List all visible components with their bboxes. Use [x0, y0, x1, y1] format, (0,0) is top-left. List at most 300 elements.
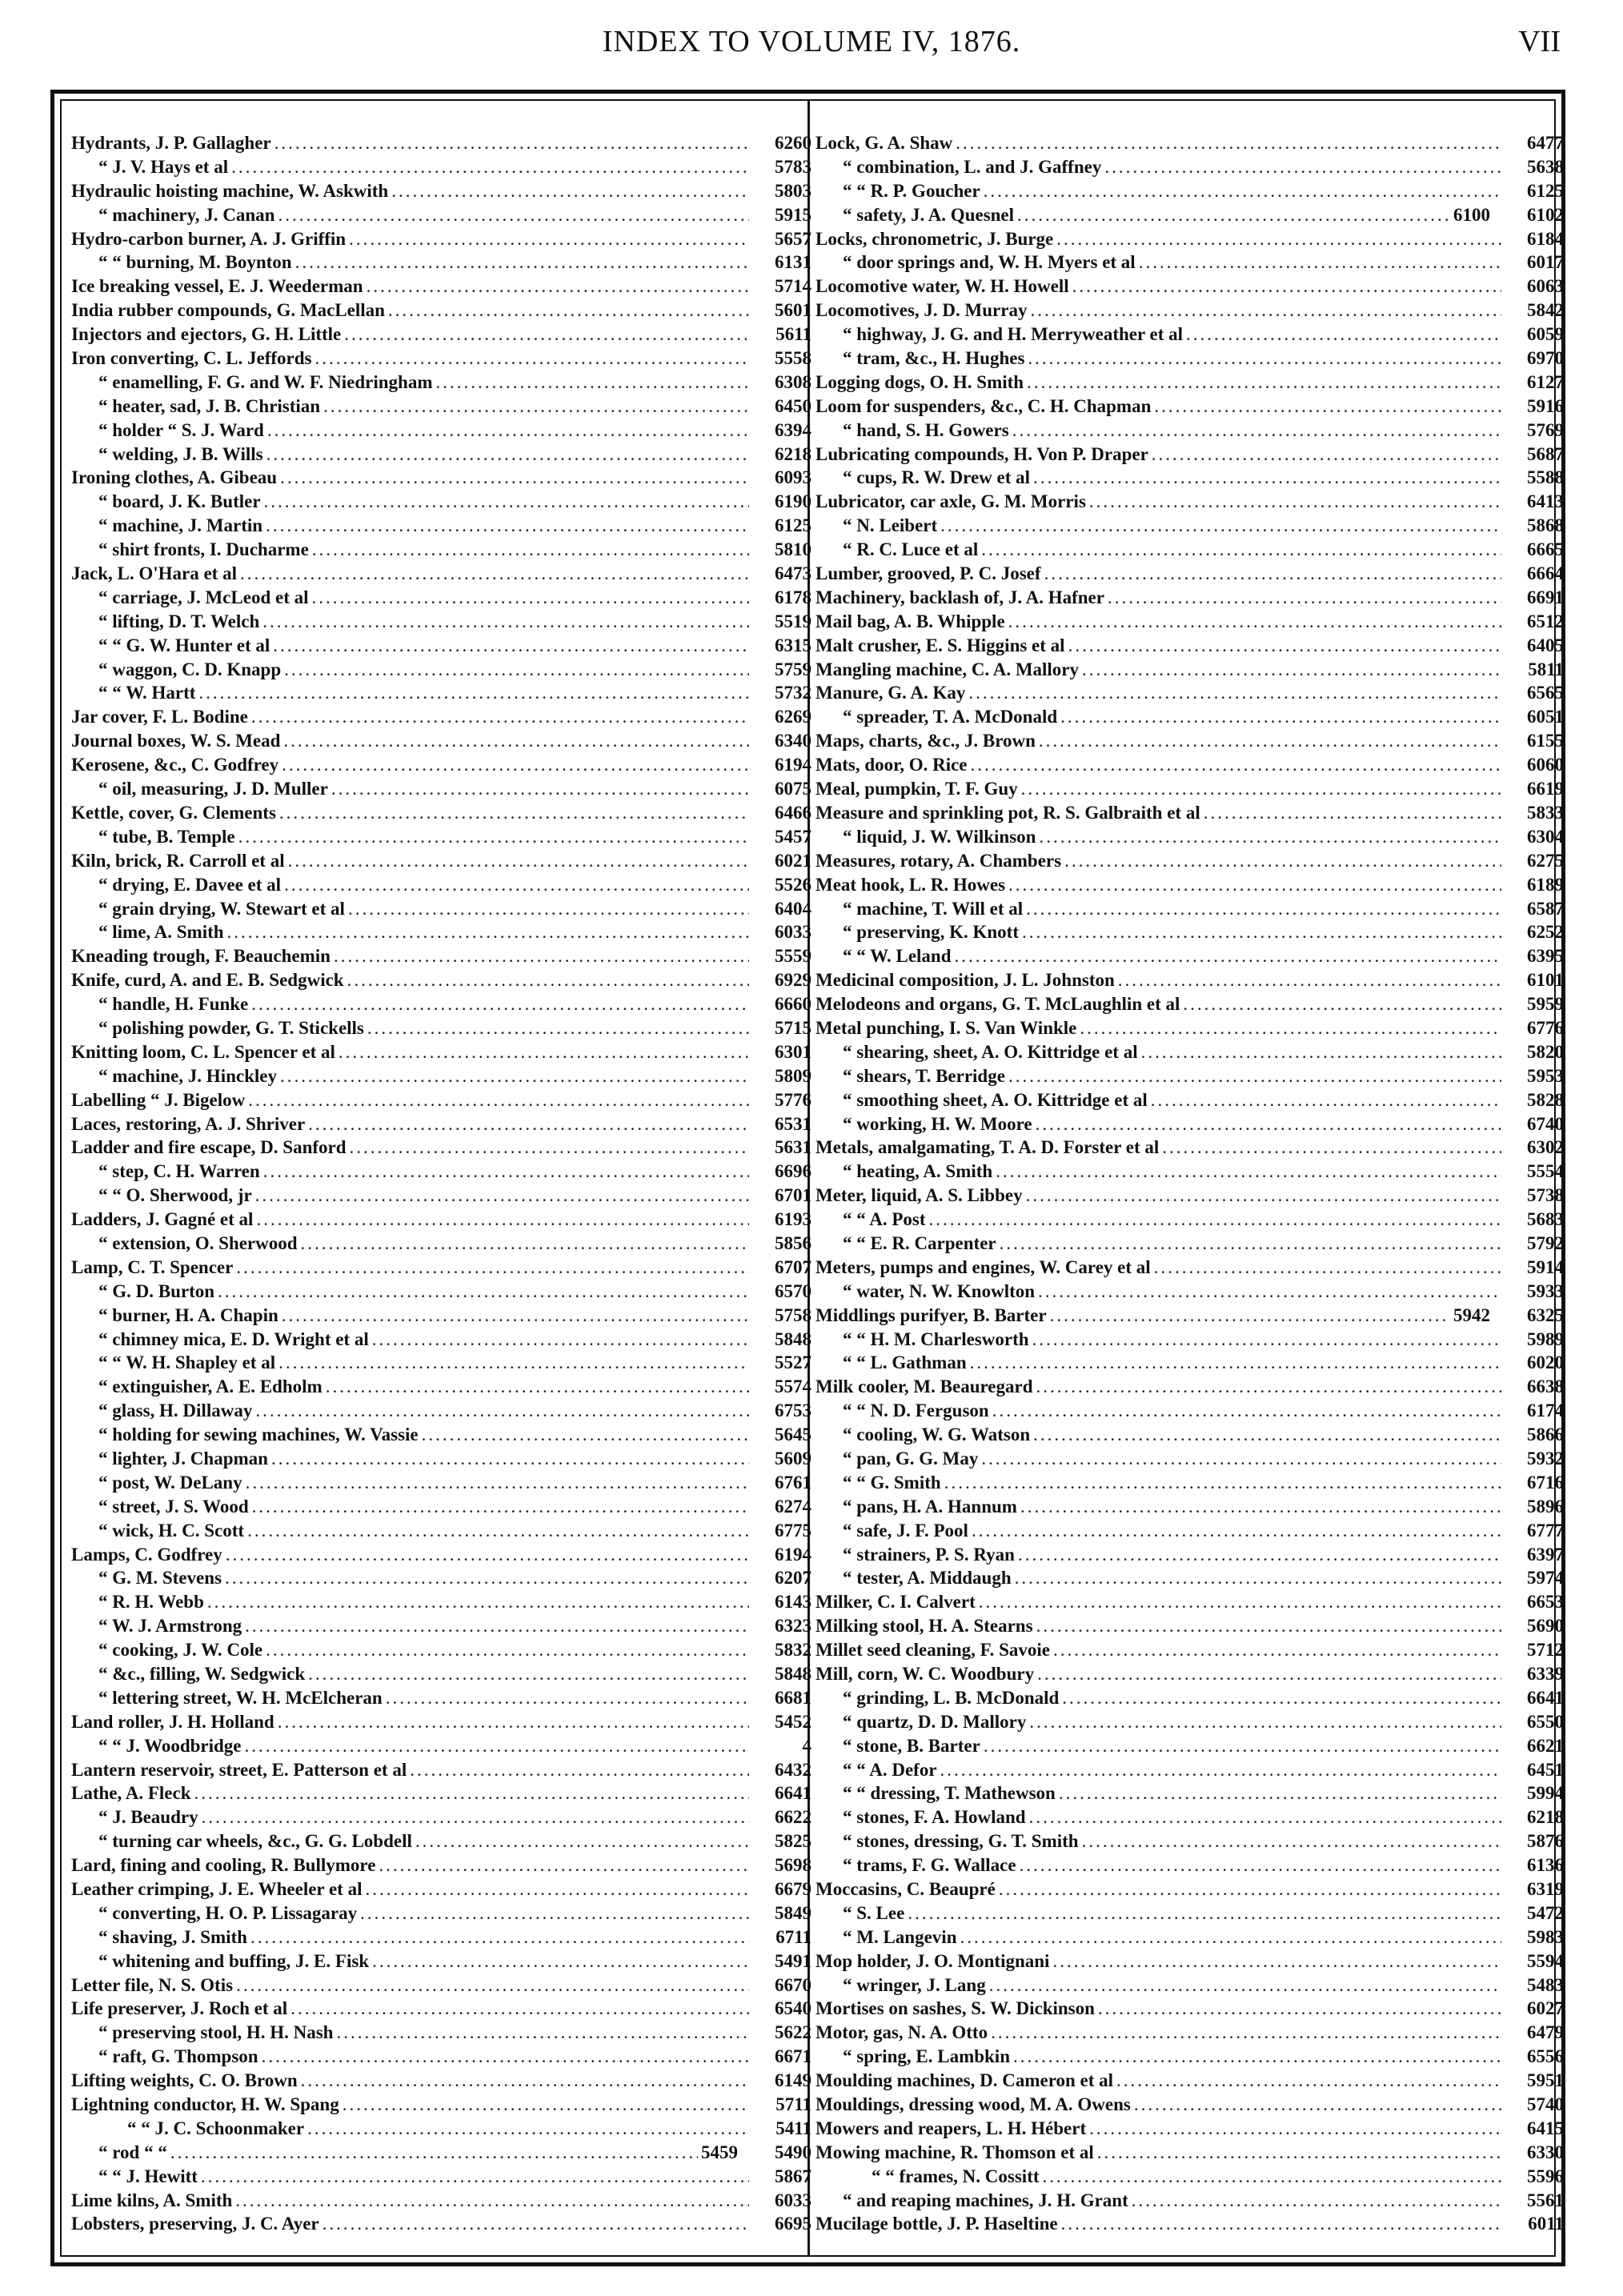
dot-leader [263, 1160, 749, 1184]
entry-number: 6260 [775, 133, 812, 153]
index-entry [71, 538, 812, 562]
index-entry [71, 1877, 812, 1901]
index-frame-inner [60, 99, 1564, 2257]
dot-leader [1044, 562, 1501, 586]
entry-number: 6701 [775, 1185, 812, 1206]
index-entry [71, 1256, 812, 1280]
entry-text: Kneading trough, F. Beauchemin [71, 946, 331, 967]
index-entry [816, 1997, 1564, 2021]
entry-number: 6479 [1527, 2022, 1564, 2043]
dot-leader [955, 944, 1502, 968]
entry-number: 5856 [775, 1232, 812, 1253]
dot-leader [295, 250, 749, 274]
index-entry [816, 1112, 1564, 1136]
index-entry [816, 203, 1564, 227]
entry-text: “ shaving, J. Smith [98, 1926, 247, 1947]
index-entry [71, 179, 812, 203]
dot-leader [308, 1662, 749, 1686]
index-entry [816, 1423, 1564, 1447]
index-entry [816, 1805, 1564, 1829]
dot-leader [247, 1519, 749, 1543]
index-entry [816, 1160, 1564, 1184]
index-entry [71, 1566, 812, 1590]
entry-number: 6450 [775, 395, 812, 416]
entry-text: Mats, door, O. Rice [816, 755, 968, 775]
entry-number: 5519 [775, 611, 812, 631]
dot-leader [1062, 1686, 1501, 1710]
entry-number: 5698 [775, 1855, 812, 1876]
entry-text: “ cups, R. W. Drew et al [843, 467, 1031, 488]
entry-number: 6101 [1527, 970, 1564, 991]
entry-number: 6330 [1527, 2142, 1564, 2162]
dot-leader [1098, 1997, 1501, 2021]
entry-text: Lubricator, car axle, G. M. Morris [816, 491, 1086, 512]
dot-leader [1132, 2189, 1501, 2213]
entry-text: Lantern reservoir, street, E. Patterson et al [71, 1759, 407, 1780]
dot-leader [344, 323, 749, 347]
index-entry [71, 490, 812, 514]
index-entry [816, 299, 1564, 323]
entry-text: “ “ N. D. Ferguson [843, 1400, 989, 1421]
index-entry [71, 1208, 812, 1232]
entry-text: Logging dogs, O. H. Smith [816, 371, 1024, 392]
dot-leader [1000, 1232, 1501, 1256]
entry-number: 5611 [775, 324, 812, 345]
entry-number: 6619 [1527, 779, 1564, 799]
dot-leader [323, 395, 749, 419]
entry-number: 6021 [775, 850, 812, 871]
entry-number: 6664 [1527, 563, 1564, 584]
index-entry [816, 920, 1564, 944]
entry-text: Lard, fining and cooling, R. Bullymore [71, 1855, 376, 1876]
dot-leader [343, 2093, 749, 2117]
dot-leader [1154, 1256, 1501, 1280]
dot-leader [339, 1040, 749, 1064]
entry-text: “ safe, J. F. Pool [843, 1520, 968, 1541]
dot-leader [283, 729, 749, 753]
entry-number: 6184 [1527, 228, 1564, 249]
dot-leader [256, 1208, 749, 1232]
entry-text: Middlings purifyer, B. Barter [816, 1304, 1047, 1325]
index-entry [71, 2117, 812, 2141]
index-entry [816, 801, 1564, 825]
dot-leader [248, 1088, 749, 1112]
index-entry [71, 2021, 812, 2045]
index-entry [816, 1925, 1564, 1949]
index-entry [816, 1566, 1564, 1590]
entry-number: 6308 [775, 371, 812, 392]
index-entry [71, 968, 812, 992]
running-head [0, 24, 1623, 72]
index-entry [816, 1758, 1564, 1782]
dot-leader [331, 777, 749, 801]
entry-text: “ whitening and buffing, J. E. Fisk [98, 1950, 370, 1971]
entry-number: 5833 [1527, 802, 1564, 823]
entry-number: 6190 [775, 491, 812, 512]
dot-leader [170, 2141, 698, 2165]
index-entry [816, 155, 1564, 179]
entry-text: “ lighter, J. Chapman [98, 1448, 268, 1469]
entry-number: 5848 [775, 1664, 812, 1684]
index-entry [71, 1351, 812, 1375]
entry-text: “ G. D. Burton [98, 1280, 215, 1301]
entry-text: Mortises on sashes, S. W. Dickinson [816, 1998, 1095, 2019]
dot-leader [1043, 2165, 1501, 2189]
dot-leader [278, 203, 749, 227]
index-entry [71, 1064, 812, 1088]
dot-leader [1008, 1064, 1501, 1088]
entry-text: Moulding machines, D. Cameron et al [816, 2070, 1114, 2091]
entry-text: “ extinguisher, A. E. Edholm [98, 1376, 323, 1397]
entry-number: 5842 [1527, 300, 1564, 321]
dot-leader [1032, 1328, 1501, 1352]
entry-number: 6063 [1527, 276, 1564, 297]
entry-number: 6193 [775, 1209, 812, 1230]
dot-leader [280, 1064, 749, 1088]
dot-leader [1020, 1495, 1501, 1519]
entry-text: “ grinding, L. B. McDonald [843, 1687, 1060, 1708]
entry-text: “ handle, H. Funke [98, 994, 249, 1015]
entry-text: Hydrants, J. P. Gallagher [71, 133, 271, 153]
entry-text: “ “ burning, M. Boynton [98, 252, 292, 273]
entry-text: “ carriage, J. McLeod et al [98, 587, 309, 607]
index-entry [71, 1016, 812, 1040]
index-entry [816, 562, 1564, 586]
entry-number: 5712 [1527, 1640, 1564, 1661]
dot-leader [282, 753, 749, 777]
entry-number: 5769 [1527, 419, 1564, 440]
index-entry [71, 1543, 812, 1567]
entry-text: “ heater, sad, J. B. Christian [98, 395, 321, 416]
dot-leader [267, 419, 749, 443]
dot-leader [284, 873, 749, 897]
dot-leader [275, 131, 749, 155]
entry-text: “ W. J. Armstrong [98, 1616, 242, 1637]
entry-text: Maps, charts, &c., J. Brown [816, 731, 1036, 751]
entry-number: 6531 [775, 1113, 812, 1134]
index-entry [816, 538, 1564, 562]
dot-leader [1028, 347, 1501, 371]
dot-leader [360, 1901, 749, 1925]
entry-text: “ highway, J. G. and H. Merryweather et al [843, 324, 1184, 345]
entry-text: “ pan, G. G. May [843, 1448, 979, 1469]
index-entry [71, 610, 812, 634]
entry-number: 5932 [1527, 1448, 1564, 1469]
dot-leader [201, 2165, 749, 2189]
dot-leader [334, 944, 749, 968]
dot-leader [207, 1590, 749, 1614]
dot-leader [1037, 1662, 1501, 1686]
index-entry [71, 299, 812, 323]
index-entry [71, 1662, 812, 1686]
dot-leader [372, 1949, 749, 1973]
index-entry [816, 1040, 1564, 1064]
dot-leader [1108, 586, 1501, 610]
entry-text: Journal boxes, W. S. Mead [71, 731, 281, 751]
dot-leader [367, 1016, 749, 1040]
entry-text: Mangling machine, C. A. Mallory [816, 659, 1080, 679]
index-entry [71, 920, 812, 944]
dot-leader [386, 1686, 749, 1710]
entry-number: 6622 [775, 1807, 812, 1828]
index-entry [71, 1829, 812, 1853]
entry-text: Mouldings, dressing wood, M. A. Owens [816, 2094, 1131, 2115]
entry-number: 5868 [1527, 515, 1564, 536]
entry-number: 6665 [1527, 539, 1564, 560]
entry-number: 5849 [775, 1902, 812, 1923]
dot-leader [996, 1160, 1501, 1184]
entry-text: “ tester, A. Middaugh [843, 1568, 1012, 1589]
index-entry [71, 681, 812, 705]
entry-text: “ step, C. H. Warren [98, 1161, 260, 1182]
entry-text: Milking stool, H. A. Stearns [816, 1616, 1033, 1637]
entry-text: “ cooking, J. W. Cole [98, 1640, 263, 1661]
index-entry [71, 1471, 812, 1495]
entry-text: “ cooling, W. G. Watson [843, 1424, 1031, 1445]
entry-number: 6415 [1527, 2118, 1564, 2138]
entry-text: Lobsters, preserving, J. C. Ayer [71, 2214, 319, 2234]
entry-number: 6477 [1527, 133, 1564, 153]
index-entry [71, 801, 812, 825]
dot-leader [1061, 2212, 1501, 2236]
entry-text: Injectors and ejectors, G. H. Little [71, 324, 342, 345]
entry-number: 6304 [1527, 826, 1564, 847]
entry-number: 6695 [775, 2214, 812, 2234]
entry-text: Measures, rotary, A. Chambers [816, 850, 1062, 871]
dot-leader [1008, 610, 1501, 634]
index-frame [50, 90, 1565, 2266]
dot-leader [1080, 1016, 1501, 1040]
entry-number: 5811 [1528, 659, 1564, 679]
entry-text: Mail bag, A. B. Whipple [816, 611, 1005, 631]
index-entry [71, 1423, 812, 1447]
entry-number: 5809 [775, 1065, 812, 1086]
index-entry [71, 1519, 812, 1543]
entry-number: 6432 [775, 1759, 812, 1780]
index-entry [71, 1160, 812, 1184]
entry-number: 6059 [1527, 324, 1564, 345]
dot-leader [279, 801, 749, 825]
entry-number: 5715 [775, 1017, 812, 1038]
dot-leader [266, 443, 749, 467]
index-entry [816, 1016, 1564, 1040]
entry-text: “ oil, measuring, J. D. Muller [98, 779, 328, 799]
entry-text: Milker, C. I. Calvert [816, 1592, 976, 1613]
entry-number: 5411 [775, 2118, 812, 2138]
entry-text: Jack, L. O'Hara et al [71, 563, 237, 584]
dot-leader [323, 2212, 749, 2236]
entry-number: 5953 [1527, 1065, 1564, 1086]
right-column [816, 131, 1564, 2236]
entry-number: 6740 [1527, 1113, 1564, 1134]
index-entry [816, 1399, 1564, 1423]
entry-text: Iron converting, C. L. Jeffords [71, 348, 312, 369]
index-entry [816, 371, 1564, 395]
dot-leader [388, 299, 749, 323]
dot-leader [1021, 777, 1501, 801]
dot-leader [391, 179, 749, 203]
entry-text: “ stone, B. Barter [843, 1735, 980, 1756]
dot-leader [908, 1901, 1501, 1925]
index-entry [816, 1328, 1564, 1352]
entry-text: “ “ dressing, T. Mathewson [843, 1783, 1056, 1804]
entry-number: 5609 [775, 1448, 812, 1469]
entry-text: “ shears, T. Berridge [843, 1065, 1005, 1086]
entry-text: Malt crusher, E. S. Higgins et al [816, 635, 1065, 655]
dot-leader [929, 1208, 1502, 1232]
index-entry [71, 419, 812, 443]
dot-leader [1056, 227, 1501, 251]
entry-text: “ working, H. W. Moore [843, 1113, 1032, 1134]
dot-leader [218, 1280, 749, 1304]
entry-text: Hydraulic hoisting machine, W. Askwith [71, 180, 389, 201]
entry-text: Meal, pumpkin, T. F. Guy [816, 779, 1018, 799]
entry-number: 6679 [775, 1879, 812, 1900]
entry-number: 6174 [1527, 1400, 1564, 1421]
index-entry [71, 2069, 812, 2093]
entry-number: 5758 [775, 1304, 812, 1325]
entry-text: “ tram, &c., H. Hughes [843, 348, 1025, 369]
entry-text: “ “ O. Sherwood, jr [98, 1185, 252, 1206]
entry-text: “ safety, J. A. Quesnel [843, 204, 1015, 225]
entry-number: 6540 [775, 1998, 812, 2019]
entry-number: 5491 [775, 1950, 812, 1971]
entry-number: 5638 [1527, 156, 1564, 177]
dot-leader [970, 1351, 1501, 1375]
entry-text: Locomotives, J. D. Murray [816, 300, 1028, 321]
index-entry [816, 395, 1564, 419]
dot-leader [266, 1638, 749, 1662]
index-entry [816, 873, 1564, 897]
index-entry [71, 1399, 812, 1423]
entry-text: Lamp, C. T. Spencer [71, 1256, 234, 1277]
dot-leader [960, 1925, 1501, 1949]
entry-number: 6252 [1527, 922, 1564, 943]
entry-text: “ N. Leibert [843, 515, 938, 536]
entry-number: 5974 [1527, 1568, 1564, 1589]
entry-number: 6319 [1527, 1879, 1564, 1900]
dot-leader [240, 562, 749, 586]
entry-number: 6325 [1527, 1304, 1564, 1325]
dot-leader [1072, 274, 1501, 299]
index-entry [816, 2189, 1564, 2213]
index-entry [816, 992, 1564, 1016]
dot-leader [1152, 443, 1501, 467]
entry-number: 6696 [775, 1161, 812, 1182]
dot-leader [246, 1471, 749, 1495]
entry-number: 5983 [1527, 1926, 1564, 1947]
dot-leader [1036, 1375, 1502, 1399]
entry-text: Labelling “ J. Bigelow [71, 1089, 246, 1110]
entry-number: 6776 [1527, 1017, 1564, 1038]
entry-number: 6621 [1527, 1735, 1564, 1756]
entry-number: 6207 [775, 1568, 812, 1589]
entry-number: 6970 [1527, 348, 1564, 369]
entry-text: Meat hook, L. R. Howes [816, 874, 1006, 895]
dot-leader [1020, 1853, 1501, 1877]
dot-leader [1204, 801, 1501, 825]
dot-leader [972, 1519, 1501, 1543]
dot-leader [238, 825, 749, 849]
entry-number: 5740 [1527, 2094, 1564, 2115]
index-entry [816, 586, 1564, 610]
index-entry [816, 1853, 1564, 1877]
index-entry [816, 1973, 1564, 1997]
entry-text: “ R. C. Luce et al [843, 539, 979, 560]
entry-number: 5916 [1527, 395, 1564, 416]
dot-leader [1134, 2093, 1501, 2117]
entry-number: 5483 [1527, 1974, 1564, 1995]
entry-number: 6143 [775, 1592, 812, 1613]
entry-number: 5876 [1527, 1831, 1564, 1852]
dot-leader [1151, 1088, 1501, 1112]
entry-number: 6033 [775, 922, 812, 943]
dot-leader [968, 681, 1501, 705]
dot-leader [1089, 490, 1501, 514]
entry-number: 5554 [1527, 1161, 1564, 1182]
index-entry [816, 179, 1564, 203]
entry-number: 6711 [775, 1926, 812, 1947]
dot-leader [940, 514, 1501, 538]
entry-text: Land roller, J. H. Holland [71, 1711, 275, 1732]
index-entry [816, 1638, 1564, 1662]
entry-number: 5933 [1527, 1280, 1564, 1301]
index-entry [71, 944, 812, 968]
entry-text: Medicinal composition, J. L. Johnston [816, 970, 1115, 991]
dot-leader [264, 490, 749, 514]
dot-leader [1068, 634, 1501, 658]
index-entry [71, 777, 812, 801]
index-entry [816, 131, 1564, 155]
entry-text: “ liquid, J. W. Wilkinson [843, 826, 1036, 847]
dot-leader [989, 1973, 1501, 1997]
index-entry [816, 466, 1564, 490]
entry-number: 6011 [1528, 2214, 1564, 2234]
dot-leader [422, 1423, 749, 1447]
index-entry [71, 227, 812, 251]
entry-text: “ tube, B. Temple [98, 826, 235, 847]
dot-leader [1118, 968, 1501, 992]
entry-number: 6473 [775, 563, 812, 584]
entry-number: 6274 [775, 1496, 812, 1517]
entry-text: Lamps, C. Godfrey [71, 1544, 222, 1565]
index-entry [816, 2093, 1564, 2117]
index-entry [71, 729, 812, 753]
entry-number: 6125 [1527, 180, 1564, 201]
index-entry [71, 1853, 812, 1877]
entry-number: 5527 [775, 1352, 812, 1373]
entry-number: 6178 [775, 587, 812, 607]
entry-number: 6033 [775, 2190, 812, 2210]
index-entry [71, 992, 812, 1016]
index-entry [816, 1256, 1564, 1280]
index-entry [816, 777, 1564, 801]
dot-leader [956, 131, 1501, 155]
entry-text: “ stones, F. A. Howland [843, 1807, 1026, 1828]
entry-text: “ machinery, J. Canan [98, 204, 275, 225]
dot-leader [991, 2021, 1501, 2045]
entry-number: 5896 [1527, 1496, 1564, 1517]
entry-text: Meters, pumps and engines, W. Carey et al [816, 1256, 1151, 1277]
dot-leader [1183, 992, 1501, 1016]
index-entry [816, 1304, 1564, 1328]
dot-leader [1022, 920, 1501, 944]
entry-number: 6394 [775, 419, 812, 440]
dot-leader [288, 849, 749, 873]
dot-leader [1162, 1136, 1501, 1160]
dot-leader [315, 347, 749, 371]
entry-text: “ water, N. W. Knowlton [843, 1280, 1036, 1301]
